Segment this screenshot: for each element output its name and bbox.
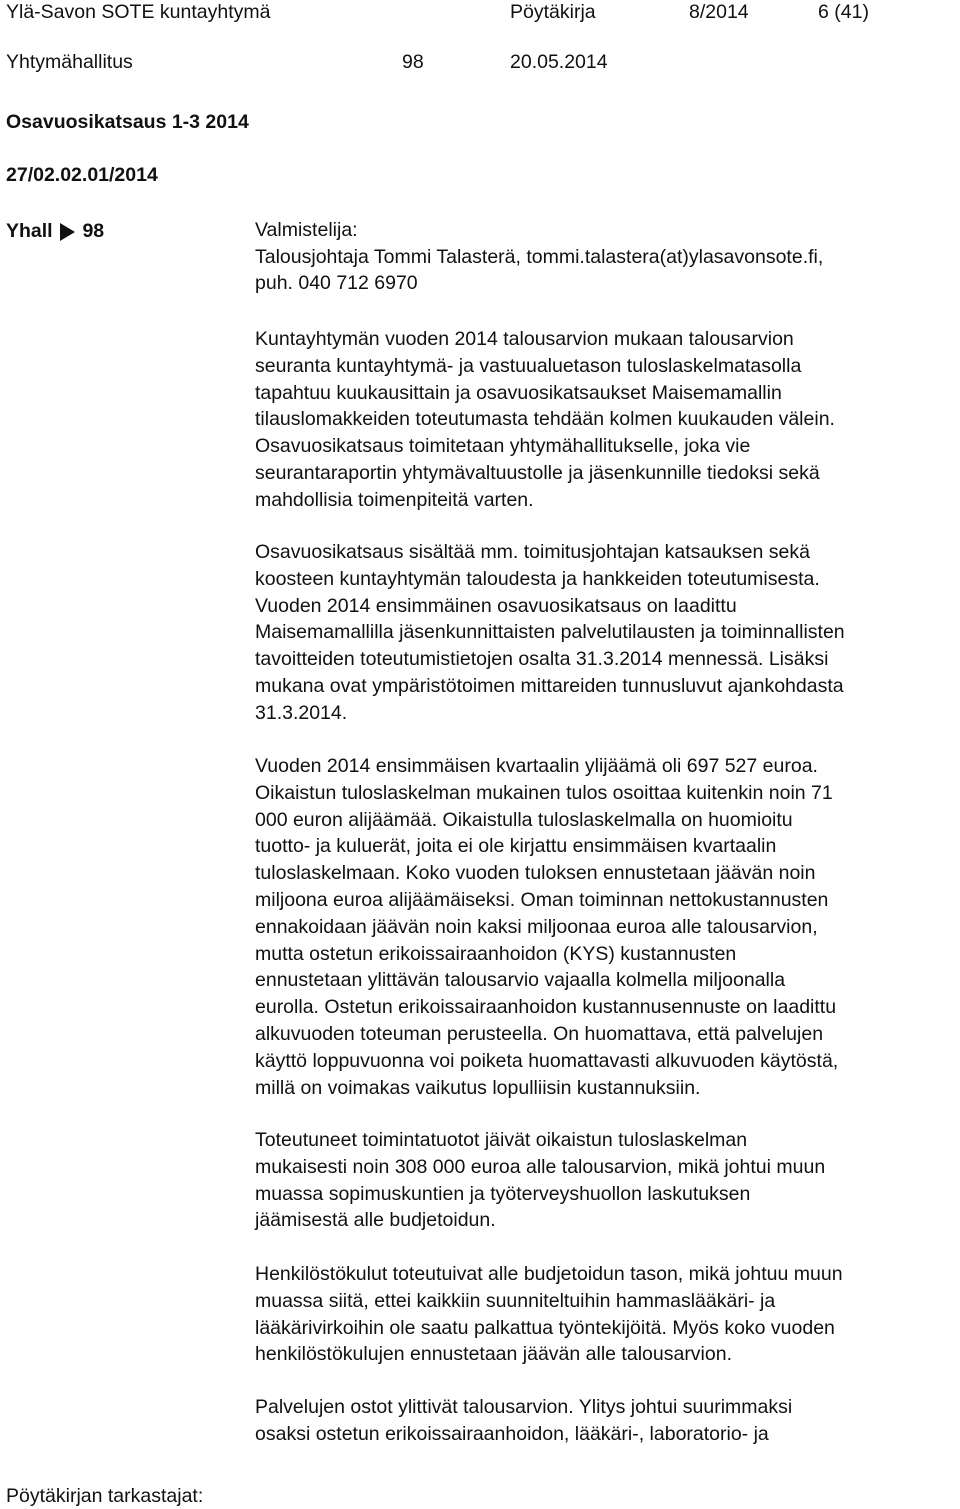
minutes-examiners-label: Pöytäkirjan tarkastajat: [6, 1485, 204, 1507]
paragraph-line: tuloslaskelmaan. Koko vuoden tuloksen ennustetaan jäävän noin [255, 862, 816, 885]
document-type: Pöytäkirja [510, 1, 596, 23]
paragraph-line: Maisemamallilla jäsenkunnittaisten palvelutilausten ja toiminnallisten [255, 621, 845, 644]
organization-name: Ylä-Savon SOTE kuntayhtymä [6, 1, 271, 23]
case-number: 27/02.02.01/2014 [6, 164, 158, 186]
page-title: Osavuosikatsaus 1-3 2014 [6, 111, 249, 133]
meeting-date: 20.05.2014 [510, 51, 608, 73]
paragraph-line: osaksi ostetun erikoissairaanhoidon, lääkäri-, laboratorio- ja [255, 1422, 769, 1445]
paragraph-line: Oikaistun tuloslaskelman mukainen tulos osoittaa kuitenkin noin 71 [255, 781, 833, 804]
paragraph-line: koosteen kuntayhtymän taloudesta ja hankkeiden toteutumisesta. [255, 567, 820, 590]
paragraph-2 [255, 539, 955, 727]
preparer-label: Valmistelija: [255, 219, 358, 241]
preparer-line: puh. 040 712 6970 [255, 272, 418, 294]
paragraph-line: Osavuosikatsaus sisältää mm. toimitusjohtajan katsauksen sekä [255, 541, 810, 563]
paragraph-line: 31.3.2014. [255, 701, 348, 724]
paragraph-3 [255, 753, 955, 1101]
paragraph-6 [255, 1394, 955, 1448]
paragraph-line: käyttö loppuvuonna voi poiketa huomattavasti alkuvuoden käytöstä, [255, 1049, 839, 1072]
paragraph-line: mukana ovat ympäristötoimen mittareiden tunnusluvut ajankohdasta [255, 674, 844, 697]
paragraph-line: tuotto- ja kuluerät, joita ei ole kirjattu ensimmäisen kvartaalin [255, 835, 777, 858]
section-reference [6, 219, 104, 243]
paragraph-line: eurolla. Ostetun erikoissairaanhoidon kustannusennuste on laadittu [255, 996, 837, 1019]
paragraph-line: Kuntayhtymän vuoden 2014 talousarvion mukaan talousarvion [255, 328, 794, 350]
meeting-section: 98 [402, 51, 424, 73]
section-arrow-icon [60, 223, 75, 241]
paragraph-line: henkilöstökulujen ennustetaan jäävän alle talousarvion. [255, 1343, 732, 1366]
paragraph-line: alkuvuoden toteuman perusteella. On huomattava, että palvelujen [255, 1022, 824, 1045]
paragraph-line: muassa siitä, ettei kaikkiin suunniteltuihin hammaslääkäri- ja [255, 1289, 776, 1312]
paragraph-1 [255, 326, 955, 514]
paragraph-line: tilauslomakkeiden toteutumasta tehdään kolmen kuukauden välein. [255, 408, 835, 431]
paragraph-line: tapahtuu kuukausittain ja osavuosikatsaukset Maisemamallin [255, 381, 782, 404]
section-ref-label: Yhall [6, 220, 53, 242]
paragraph-line: 000 euron alijäämää. Oikaistulla tuloslaskelmalla on huomioitu [255, 808, 793, 831]
preparer-line: Talousjohtaja Tommi Talasterä, tommi.talastera(at)ylasavonsote.fi, [255, 245, 824, 268]
page-number: 6 (41) [818, 1, 869, 23]
paragraph-line: Henkilöstökulut toteutuivat alle budjetoidun tason, mikä johtuu muun [255, 1263, 843, 1285]
paragraph-line: Toteutuneet toimintatuotot jäivät oikaistun tuloslaskelman [255, 1129, 748, 1151]
paragraph-line: Vuoden 2014 ensimmäinen osavuosikatsaus on laadittu [255, 594, 737, 617]
paragraph-4 [255, 1127, 955, 1234]
meeting-body: Yhtymähallitus [6, 51, 133, 73]
paragraph-line: Osavuosikatsaus toimitetaan yhtymähallitukselle, joka vie [255, 435, 751, 458]
document-number: 8/2014 [689, 1, 749, 23]
paragraph-line: seurantaraportin yhtymävaltuustolle ja jäsenkunnille tiedoksi sekä [255, 461, 820, 484]
paragraph-line: mutta ostetun erikoissairaanhoidon (KYS) kustannusten [255, 942, 737, 965]
paragraph-line: millä on voimakas vaikutus lopulliisin kustannuksiin. [255, 1076, 701, 1099]
preparer-block [255, 217, 955, 297]
paragraph-line: miljoona euroa alijäämäiseksi. Oman toiminnan nettokustannusten [255, 888, 829, 911]
paragraph-5 [255, 1261, 955, 1368]
paragraph-line: muassa sopimuskuntien ja työterveyshuollon laskutuksen [255, 1182, 751, 1205]
paragraph-line: jäämisestä alle budjetoidun. [255, 1209, 496, 1232]
paragraph-line: ennakoidaan jäävän noin kaksi miljoonaa euroa alle talousarvion, [255, 915, 818, 938]
paragraph-line: tavoitteiden toteutumistietojen osalta 31.3.2014 mennessä. Lisäksi [255, 648, 829, 671]
paragraph-line: Palvelujen ostot ylittivät talousarvion. Ylitys johtui suurimmaksi [255, 1396, 793, 1418]
paragraph-line: mahdollisia toimenpiteitä varten. [255, 488, 534, 511]
paragraph-line: mukaisesti noin 308 000 euroa alle talousarvion, mikä johtui muun [255, 1155, 826, 1178]
paragraph-line: Vuoden 2014 ensimmäisen kvartaalin ylijäämä oli 697 527 euroa. [255, 755, 818, 777]
paragraph-line: lääkärivirkoihin ole saatu palkattua työntekijöitä. Myös koko vuoden [255, 1316, 835, 1339]
section-ref-number: 98 [82, 220, 105, 242]
paragraph-line: ennustetaan ylittävän talousarvio vajaalla kolmella miljoonalla [255, 969, 786, 992]
paragraph-line: seuranta kuntayhtymä- ja vastuualuetason tuloslaskelmatasolla [255, 354, 802, 377]
